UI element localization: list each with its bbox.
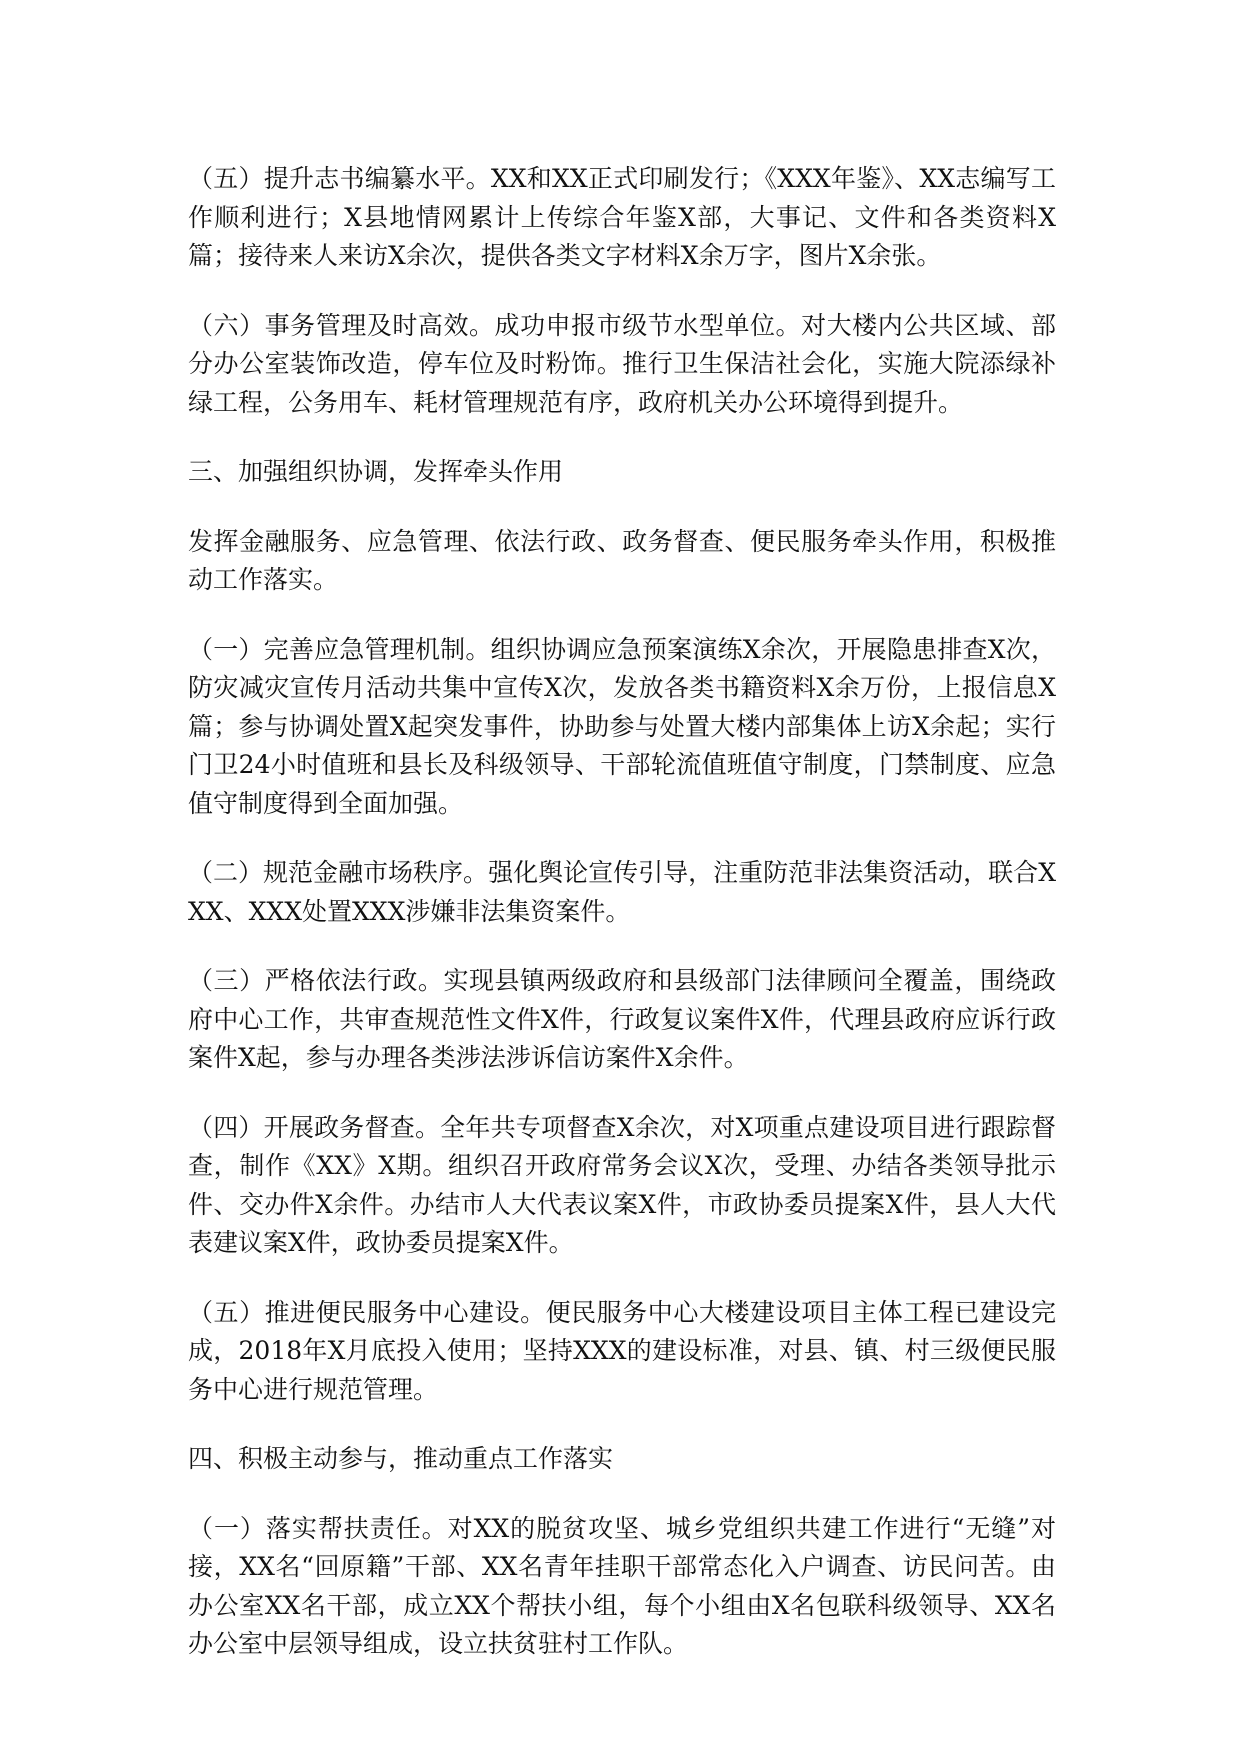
paragraph-financial-market: （二）规范金融市场秩序。强化舆论宣传引导，注重防范非法集资活动，联合XXX、XXX处置XXX涉嫌非法集资案件。 (188, 858, 1056, 926)
section-3-intro: 发挥金融服务、应急管理、依法行政、政务督查、便民服务牵头作用，积极推动工作落实。 (188, 526, 1056, 594)
document-body (188, 160, 1056, 1695)
paragraph-service-center: （五）推进便民服务中心建设。便民服务中心大楼建设项目主体工程已建设完成，2018年X月底投入使用；坚持XXX的建设标准，对县、镇、村三级便民服务中心进行规范管理。 (188, 1297, 1056, 1404)
paragraph-government-supervision: （四）开展政务督查。全年共专项督查X余次，对X项重点建设项目进行跟踪督查，制作《XX》X期。组织召开政府常务会议X次，受理、办结各类领导批示件、交办件X余件。办结市人大代表议案X件，市政协委员提案X件，县人大代表建议案X件，政协委员提案X件。 (188, 1112, 1056, 1257)
paragraph-emergency-management: （一）完善应急管理机制。组织协调应急预案演练X余次，开展隐患排查X次，防灾减灾宣传月活动共集中宣传X次，发放各类书籍资料X余万份，上报信息X篇；参与协调处置X起突发事件，协助参与处置大楼内部集体上访X余起；实行门卫24小时值班和县长及科级领导、干部轮流值班值守制度，门禁制度、应急值守制度得到全面加强。 (188, 634, 1056, 818)
paragraph-5-compile-records: （五）提升志书编纂水平。XX和XX正式印刷发行；《XXX年鉴》、XX志编写工作顺利进行；X县地情网累计上传综合年鉴X部，大事记、文件和各类资料X篇；接待来人来访X余次，提供各类文字材料X余万字，图片X余张。 (188, 164, 1056, 270)
paragraph-poverty-assistance: （一）落实帮扶责任。对XX的脱贫攻坚、城乡党组织共建工作进行“无缝”对接，XX名“回原籍”干部、XX名青年挂职干部常态化入户调查、访民问苦。由办公室XX名干部，成立XX个帮扶小组，每个小组由X名包联科级领导、XX名办公室中层领导组成，设立扶贫驻村工作队。 (188, 1513, 1056, 1658)
paragraph-administration-by-law: （三）严格依法行政。实现县镇两级政府和县级部门法律顾问全覆盖，围绕政府中心工作，共审查规范性文件X件，行政复议案件X件，代理县政府应诉行政案件X起，参与办理各类涉法涉诉信访案件X余件。 (188, 966, 1056, 1072)
paragraph-6-affairs-management: （六）事务管理及时高效。成功申报市级节水型单位。对大楼内公共区域、部分办公室装饰改造，停车位及时粉饰。推行卫生保洁社会化，实施大院添绿补绿工程，公务用车、耗材管理规范有序，政府机关办公环境得到提升。 (188, 310, 1056, 417)
section-heading-4: 四、积极主动参与，推动重点工作落实 (188, 1444, 614, 1473)
section-heading-3: 三、加强组织协调，发挥牵头作用 (188, 457, 564, 486)
